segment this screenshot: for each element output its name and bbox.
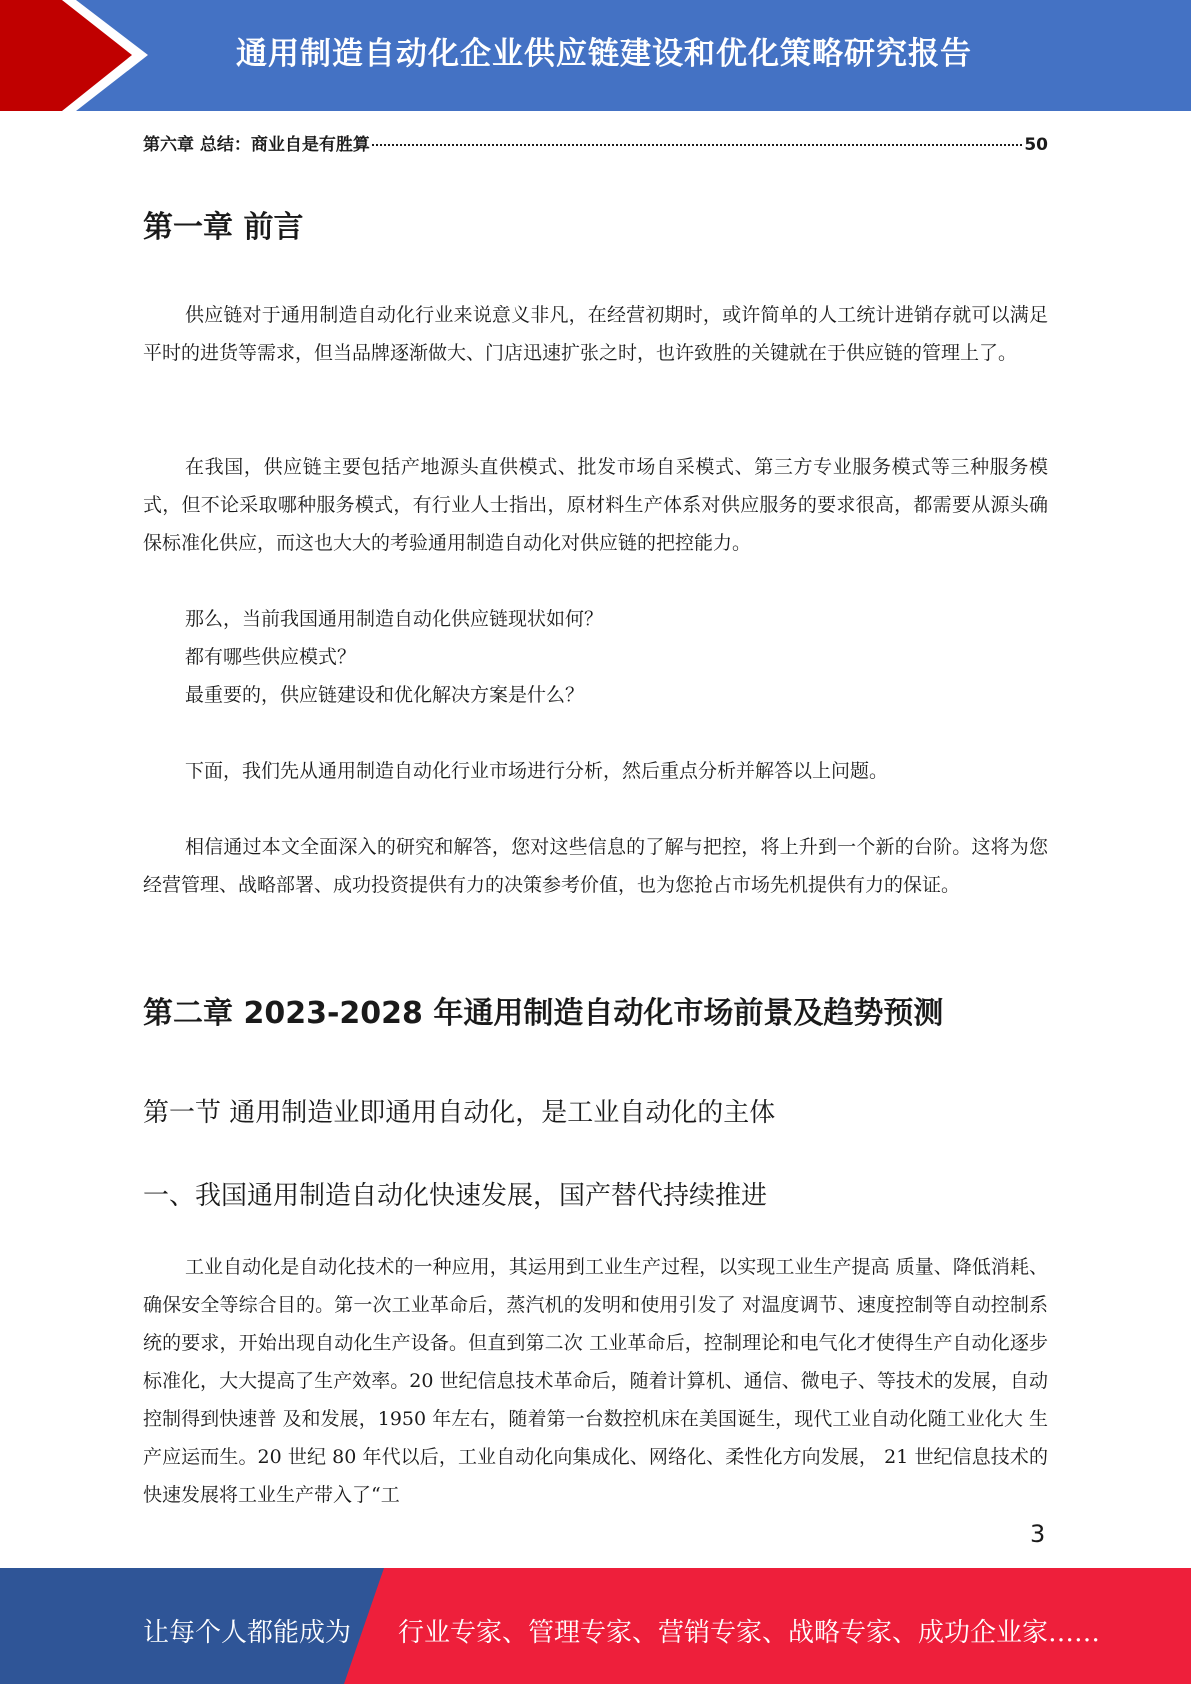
- chapter-1-paragraph-next: 下面，我们先从通用制造自动化行业市场进行分析，然后重点分析并解答以上问题。: [185, 760, 889, 782]
- toc-page-number: 50: [1024, 135, 1048, 155]
- toc-leader-dots: [372, 144, 1022, 146]
- header-banner: [0, 0, 1191, 111]
- footer-slogan-left: 让每个人都能成为: [143, 1618, 352, 1648]
- header-arrow-decoration: [0, 0, 160, 111]
- footer-slogan-right: 行业专家、管理专家、营销专家、战略专家、成功企业家……: [398, 1618, 1101, 1648]
- question-2: 都有哪些供应模式？: [185, 646, 357, 668]
- chapter-2-paragraph-1: 工业自动化是自动化技术的一种应用，其运用到工业生产过程，以实现工业生产提高 质量、降低消耗、确保安全等综合目的。第一次工业革命后，蒸汽机的发明和使用引发了 对温度调节、速度控制等自动控制系统的要求，开始出现自动化生产设备。但直到第二次 工业革命后，控制理论和电气化才使得生产自动化逐步标准化，大大提高了生产效率。20 世纪信息技术革命后，随着计算机、通信、微电子、等技术的发展，自动控制得到快速普 及和发展，1950 年左右，随着第一台数控机床在美国诞生，现代工业自动化随工业化大 生产应运而生。20 世纪 80 年代以后，工业自动化向集成化、网络化、柔性化方向发展， 21 世纪信息技术的快速发展将工业生产带入了“工: [143, 1256, 1048, 1506]
- chapter-2-heading: 第二章 2023-2028 年通用制造自动化市场前景及趋势预测: [143, 996, 944, 1031]
- section-1-heading: 第一节 通用制造业即通用自动化，是工业自动化的主体: [143, 1098, 776, 1128]
- chapter-1-paragraph-belief: 相信通过本文全面深入的研究和解答，您对这些信息的了解与把控，将上升到一个新的台阶。这将为您经营管理、战略部署、成功投资提供有力的决策参考价值，也为您抢占市场先机提供有力的保证。: [143, 836, 1048, 896]
- chapter-1-heading: 第一章 前言: [143, 210, 304, 245]
- chapter-1-paragraph-1: 供应链对于通用制造自动化行业来说意义非凡，在经营初期时，或许简单的人工统计进销存就可以满足平时的进货等需求，但当品牌逐渐做大、门店迅速扩张之时，也许致胜的关键就在于供应链的管理上了。: [143, 304, 1048, 364]
- chapter-1-paragraph-2: 在我国，供应链主要包括产地源头直供模式、批发市场自采模式、第三方专业服务模式等三种服务模式，但不论采取哪种服务模式，有行业人士指出，原材料生产体系对供应服务的要求很高，都需要从源头确保标准化供应，而这也大大的考验通用制造自动化对供应链的把控能力。: [143, 456, 1048, 554]
- footer-banner: [0, 1568, 1191, 1684]
- subsection-1-heading: 一、我国通用制造自动化快速发展，国产替代持续推进: [143, 1181, 768, 1211]
- question-1: 那么，当前我国通用制造自动化供应链现状如何？: [185, 608, 604, 630]
- question-3: 最重要的，供应链建设和优化解决方案是什么？: [185, 684, 585, 706]
- toc-entry[interactable]: [143, 130, 1048, 155]
- page-number: 3: [1030, 1520, 1046, 1548]
- toc-entry-label: 第六章 总结：商业自是有胜算: [143, 135, 370, 155]
- report-title: 通用制造自动化企业供应链建设和优化策略研究报告: [236, 36, 972, 72]
